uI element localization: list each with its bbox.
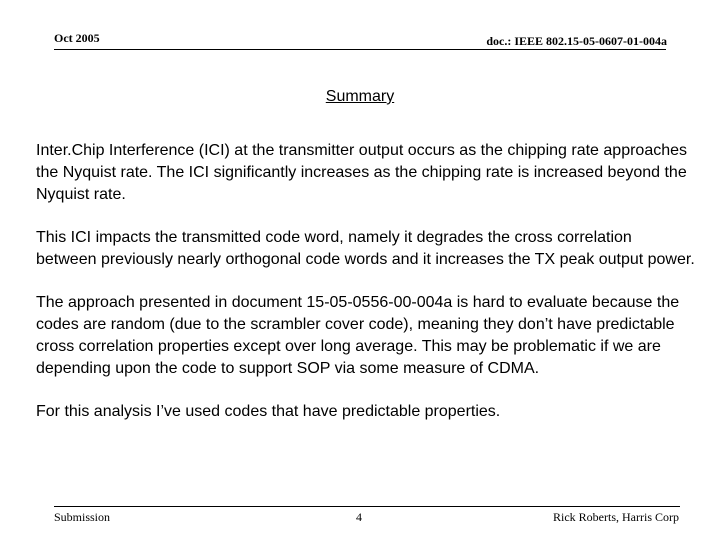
body-paragraph: The approach presented in document 15-05-0556-00-004a is hard to evaluate because the codes are random (due to the scrambler cover code), meaning they don’t have predictable cross correlation properties except over long average. This may be problematic if we are depending upon the code to support SOP via some measure of CDMA. [36, 294, 680, 377]
slide-body [36, 140, 696, 444]
footer-author: Rick Roberts, Harris Corp [553, 510, 679, 524]
header-doc-id: doc.: IEEE 802.15-05-0607-01-004a [486, 34, 667, 48]
slide-title: Summary [325, 88, 395, 105]
body-paragraph: Inter.Chip Interference (ICI) at the transmitter output occurs as the chipping rate approaches the Nyquist rate. The ICI significantly increases as the chipping rate is increased beyond the Nyquist rate. [36, 142, 688, 203]
footer-submission: Submission [54, 510, 111, 524]
body-paragraph: This ICI impacts the transmitted code word, namely it degrades the cross correlation between previously nearly orthogonal code words and it increases the TX peak output power. [36, 229, 695, 268]
header-date: Oct 2005 [54, 31, 100, 45]
footer-divider [54, 506, 680, 507]
header-divider [54, 49, 666, 50]
footer-page-number: 4 [356, 510, 362, 524]
body-paragraph: For this analysis I’ve used codes that have predictable properties. [36, 403, 501, 420]
